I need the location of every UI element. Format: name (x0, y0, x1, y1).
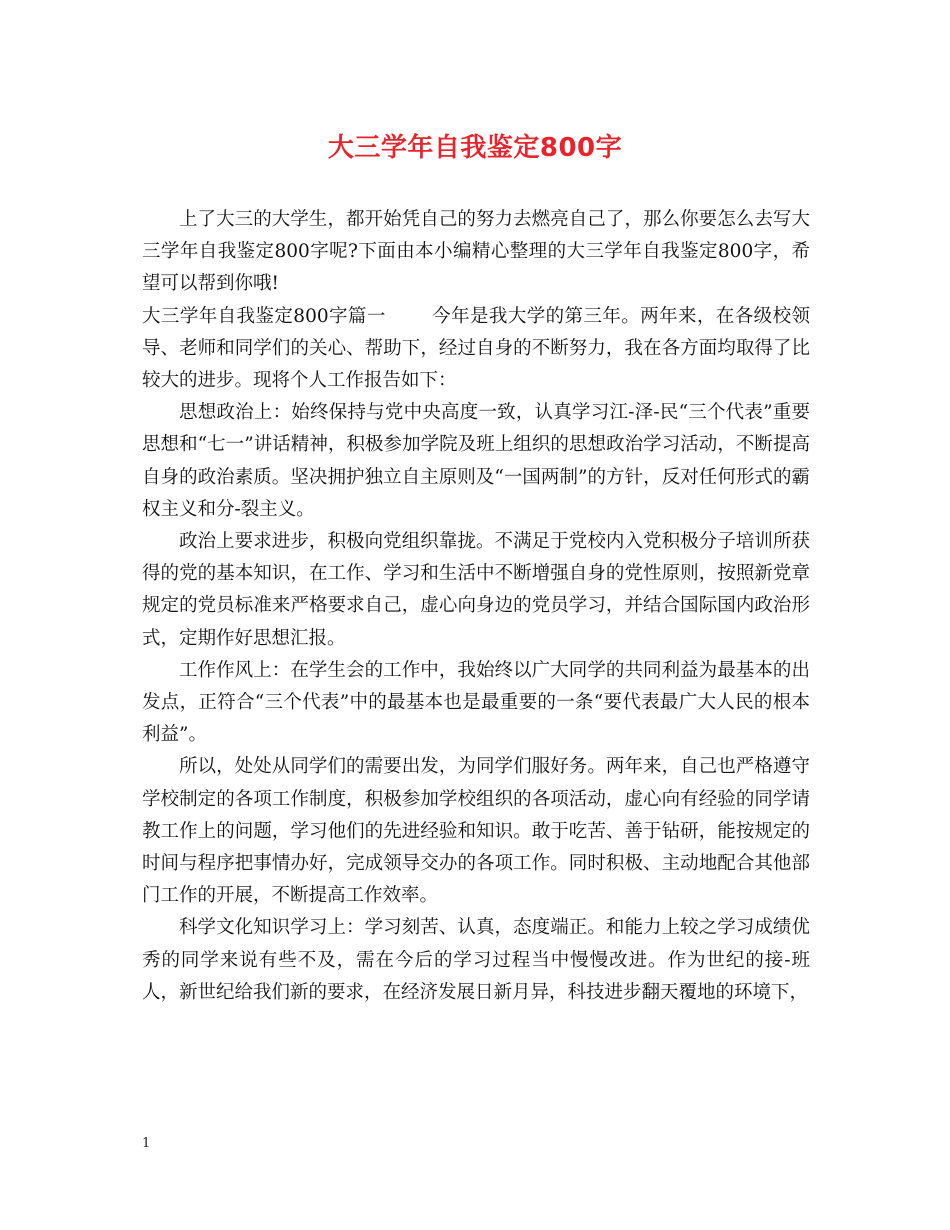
page-number: 1 (142, 1136, 151, 1151)
document-body (142, 204, 810, 1009)
document-title: 大三学年自我鉴定800字 (327, 133, 623, 163)
section-heading: 大三学年自我鉴定800字篇一 (142, 305, 386, 327)
body-paragraph: 工作作风上：在学生会的工作中，我始终以广大同学的共同利益为最基本的出发点，正符合“三个代表”中的最基本也是最重要的一条“要代表最广大人民的根本利益”。 (142, 659, 810, 746)
section-paragraph (142, 301, 810, 398)
body-paragraph: 科学文化知识学习上：学习刻苦、认真，态度端正。和能力上较之学习成绩优秀的同学来说有些不及，需在今后的学习过程当中慢慢改进。作为世纪的接-班人，新世纪给我们新的要求，在经济发展日新月异，科技进步翻天覆地的环境下， (142, 917, 810, 1003)
section-first-text: 今年是我大学的第三年。两年来，在各级校领导、老师和同学们的关心、帮助下，经过自身的不断努力，我在各方面均取得了比较大的进步。现将个人工作报告如下： (142, 305, 810, 392)
body-paragraph: 思想政治上：始终保持与党中央高度一致，认真学习江-泽-民“三个代表”重要思想和“七一”讲话精神，积极参加学院及班上组织的思想政治学习活动，不断提高自身的政治素质。坚决拥护独立自主原则及“一国两制”的方针，反对任何形式的霸权主义和分-裂主义。 (142, 402, 810, 520)
body-paragraph: 所以，处处从同学们的需要出发，为同学们服好务。两年来，自己也严格遵守学校制定的各项工作制度，积极参加学校组织的各项活动，虚心向有经验的同学请教工作上的问题，学习他们的先进经验和知识。敢于吃苦、善于钻研，能按规定的时间与程序把事情办好，完成领导交办的各项工作。同时积极、主动地配合其他部门工作的开展，不断提高工作效率。 (142, 756, 810, 907)
intro-paragraph: 上了大三的大学生，都开始凭自己的努力去燃亮自己了，那么你要怎么去写大三学年自我鉴定800字呢?下面由本小编精心整理的大三学年自我鉴定800字，希望可以帮到你哦! (142, 209, 810, 295)
body-paragraph: 政治上要求进步，积极向党组织靠拢。不满足于党校内入党积极分子培训所获得的党的基本知识，在工作、学习和生活中不断增强自身的党性原则，按照新党章规定的党员标准来严格要求自己，虚心向身边的党员学习，并结合国际国内政治形式，定期作好思想汇报。 (142, 531, 810, 649)
